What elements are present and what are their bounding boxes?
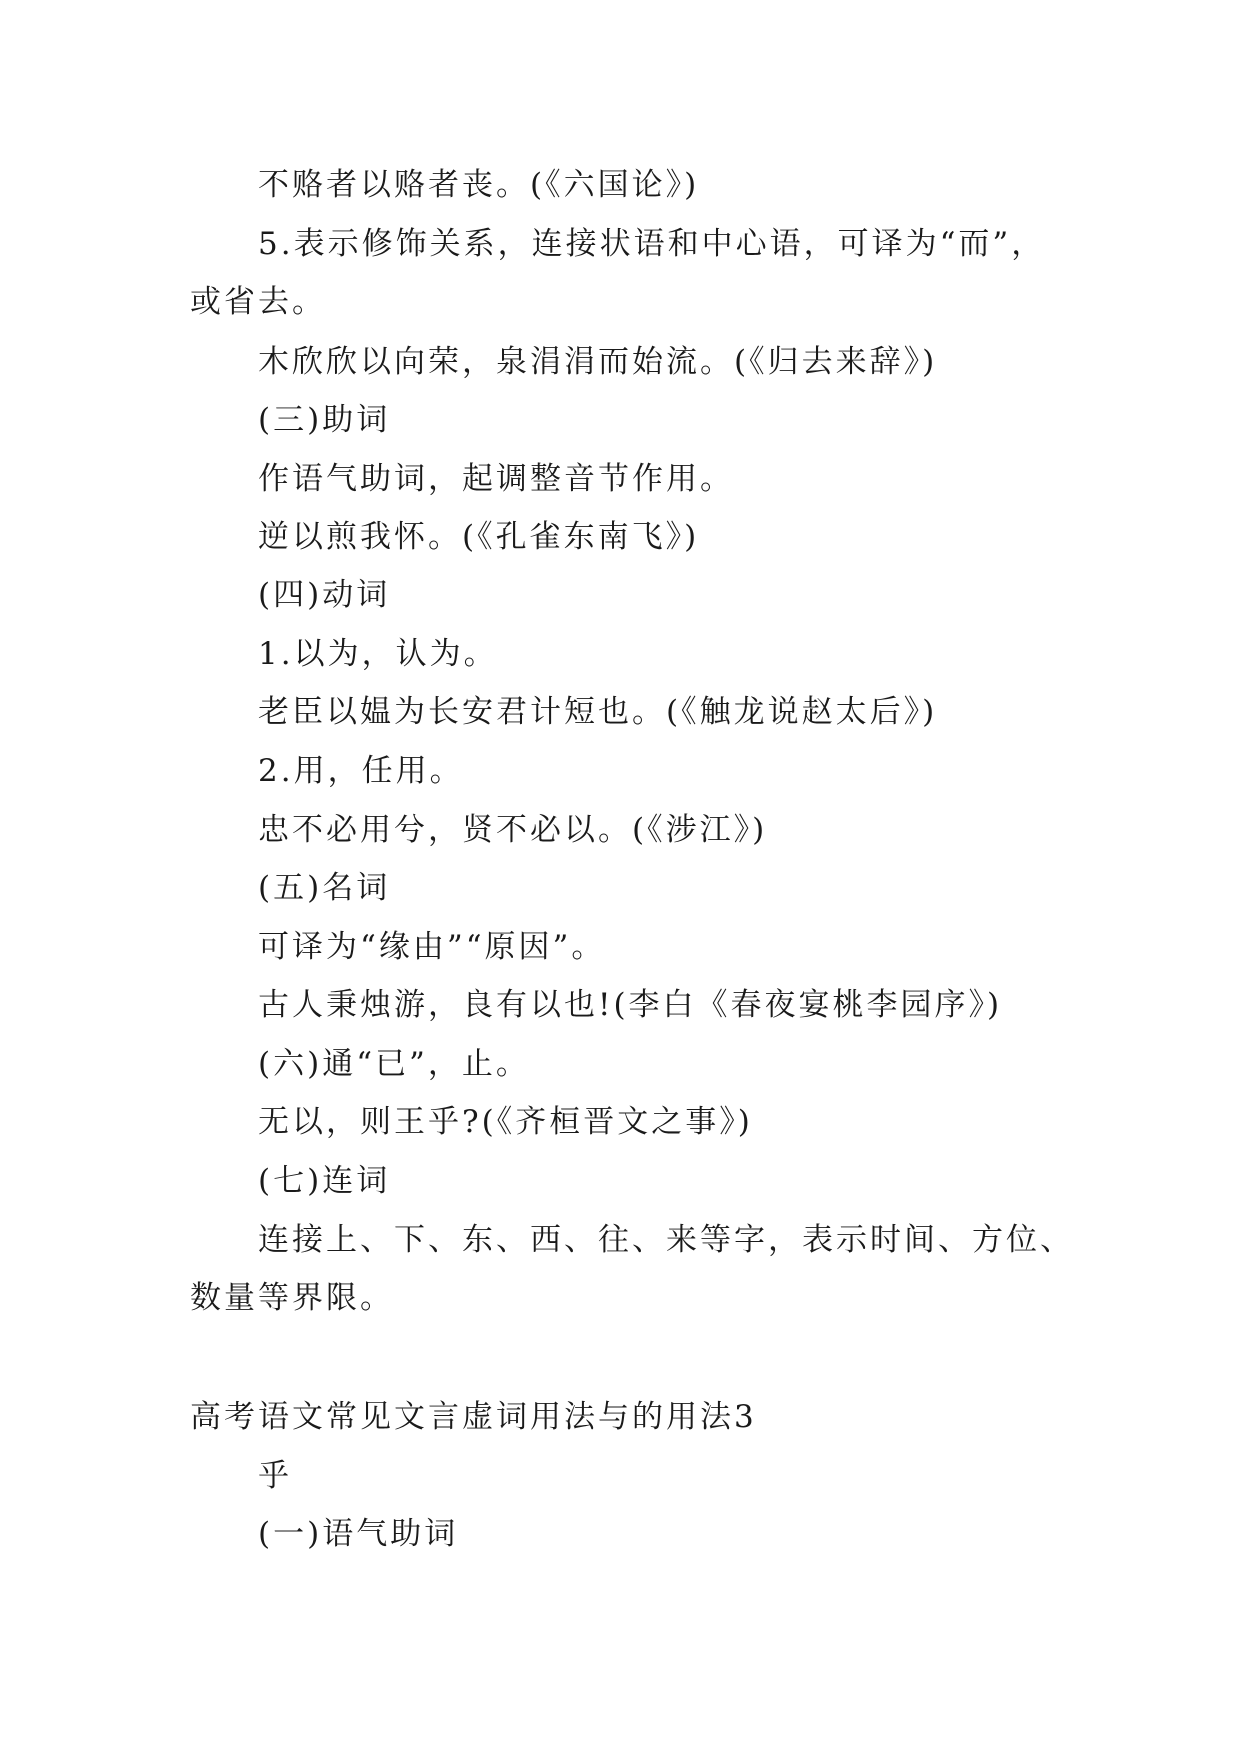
text-line: 逆以煎我怀。(《孔雀东南飞》) (258, 519, 700, 555)
subheading: (六)通“已”，止。 (258, 1046, 530, 1082)
text-line: 或省去。 (190, 284, 326, 320)
text-line: 不赂者以赂者丧。(《六国论》) (258, 167, 700, 203)
text-line: 无以，则王乎?(《齐桓晋文之事》) (258, 1104, 753, 1140)
text-line: 古人秉烛游，良有以也!(李白《春夜宴桃李园序》) (258, 987, 1003, 1023)
subheading: (一)语气助词 (258, 1516, 459, 1552)
subheading: (四)动词 (258, 577, 391, 613)
text-line: 作语气助词，起调整音节作用。 (258, 461, 734, 497)
text-line: 忠不必用兮，贤不必以。(《涉江》) (258, 812, 768, 848)
text-line: 木欣欣以向荣，泉涓涓而始流。(《归去来辞》) (258, 344, 938, 380)
text-line: 2.用，任用。 (258, 753, 464, 789)
text-line: 1.以为，认为。 (258, 636, 498, 672)
subheading: (七)连词 (258, 1163, 391, 1199)
text-line: 连接上、下、东、西、往、来等字，表示时间、方位、 (258, 1222, 1074, 1258)
text-line: 可译为“缘由”“原因”。 (258, 929, 606, 965)
text-line: 乎 (258, 1458, 292, 1494)
subheading: (三)助词 (258, 402, 391, 438)
section-title: 高考语文常见文言虚词用法与的用法3 (190, 1399, 757, 1435)
subheading: (五)名词 (258, 870, 391, 906)
text-line: 老臣以媪为长安君计短也。(《触龙说赵太后》) (258, 694, 938, 730)
text-line: 5.表示修饰关系，连接状语和中心语，可译为“而”， (258, 226, 1046, 262)
text-line: 数量等界限。 (190, 1280, 394, 1316)
